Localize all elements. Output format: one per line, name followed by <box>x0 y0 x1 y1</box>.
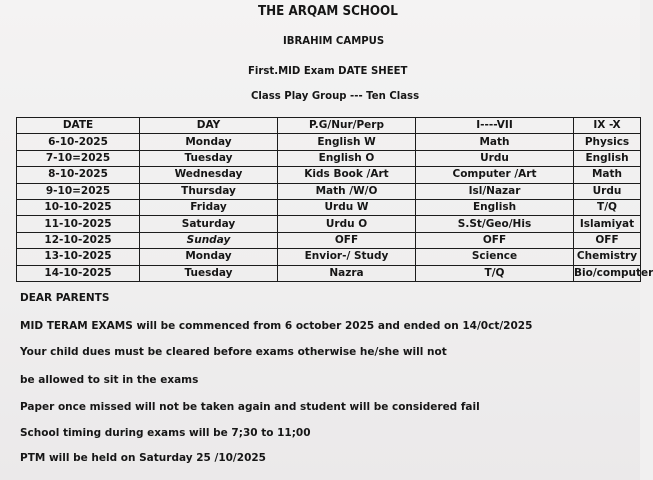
subject-cell: T/Q <box>574 199 641 215</box>
note-line: Your child dues must be cleared before exams otherwise he/she will not <box>20 346 447 358</box>
table-row <box>17 249 641 265</box>
table-row <box>17 232 641 248</box>
date-cell: 11-10-2025 <box>17 216 140 232</box>
day-cell: Monday <box>140 134 278 150</box>
table-row <box>17 199 641 215</box>
greeting: DEAR PARENTS <box>20 292 110 304</box>
header-pg-nur-prep: P.G/Nur/Perp <box>278 118 416 134</box>
note-line: Paper once missed will not be taken again and student will be considered fail <box>20 401 480 413</box>
date-cell: 13-10-2025 <box>17 249 140 265</box>
subject-cell: OFF <box>278 232 416 248</box>
subject-cell: English W <box>278 134 416 150</box>
note-line: School timing during exams will be 7;30 to 11;00 <box>20 427 311 439</box>
day-cell: Tuesday <box>140 150 278 166</box>
subject-cell: Kids Book /Art <box>278 167 416 183</box>
subject-cell: Islamiyat <box>574 216 641 232</box>
table-row <box>17 167 641 183</box>
day-cell: Tuesday <box>140 265 278 281</box>
subject-cell: Urdu <box>416 150 574 166</box>
subject-cell: Urdu <box>574 183 641 199</box>
day-cell: Sunday <box>140 232 278 248</box>
table-header-row <box>17 118 641 134</box>
campus-name: IBRAHIM CAMPUS <box>283 34 385 47</box>
subject-cell: Math <box>416 134 574 150</box>
subject-cell: Bio/computer <box>574 265 641 281</box>
table-row <box>17 134 641 150</box>
subject-cell: Science <box>416 249 574 265</box>
date-cell: 7-10=2025 <box>17 150 140 166</box>
date-cell: 9-10=2025 <box>17 183 140 199</box>
date-cell: 12-10-2025 <box>17 232 140 248</box>
date-cell: 8-10-2025 <box>17 167 140 183</box>
class-range: Class Play Group --- Ten Class <box>251 89 420 102</box>
subject-cell: Envior-/ Study <box>278 249 416 265</box>
subject-cell: OFF <box>416 232 574 248</box>
date-cell: 6-10-2025 <box>17 134 140 150</box>
subject-cell: S.St/Geo/His <box>416 216 574 232</box>
header-class-1-7: I----VII <box>416 118 574 134</box>
note-line: PTM will be held on Saturday 25 /10/2025 <box>20 452 266 464</box>
header-class-9-10: IX -X <box>574 118 641 134</box>
subject-cell: Computer /Art <box>416 167 574 183</box>
subject-cell: Isl/Nazar <box>416 183 574 199</box>
subject-cell: English O <box>278 150 416 166</box>
table-row <box>17 265 641 281</box>
day-cell: Thursday <box>140 183 278 199</box>
header-day: DAY <box>140 118 278 134</box>
date-cell: 10-10-2025 <box>17 199 140 215</box>
table-row <box>17 183 641 199</box>
subject-cell: OFF <box>574 232 641 248</box>
subject-cell: Math /W/O <box>278 183 416 199</box>
note-line: be allowed to sit in the exams <box>20 374 199 386</box>
day-cell: Wednesday <box>140 167 278 183</box>
subject-cell: English <box>574 150 641 166</box>
date-sheet-table <box>16 117 653 282</box>
date-cell: 14-10-2025 <box>17 265 140 281</box>
subject-cell: English <box>416 199 574 215</box>
subject-cell: Math <box>574 167 641 183</box>
day-cell: Monday <box>140 249 278 265</box>
note-line: MID TERAM EXAMS will be commenced from 6 october 2025 and ended on 14/0ct/2025 <box>20 320 533 332</box>
subject-cell: T/Q <box>416 265 574 281</box>
header-date: DATE <box>17 118 140 134</box>
table-row <box>17 150 641 166</box>
day-cell: Friday <box>140 199 278 215</box>
exam-title: First.MID Exam DATE SHEET <box>248 64 408 77</box>
table-row <box>17 216 641 232</box>
subject-cell: Physics <box>574 134 641 150</box>
subject-cell: Nazra <box>278 265 416 281</box>
subject-cell: Chemistry <box>574 249 641 265</box>
day-cell: Saturday <box>140 216 278 232</box>
subject-cell: Urdu O <box>278 216 416 232</box>
subject-cell: Urdu W <box>278 199 416 215</box>
school-name: THE ARQAM SCHOOL <box>258 4 398 19</box>
